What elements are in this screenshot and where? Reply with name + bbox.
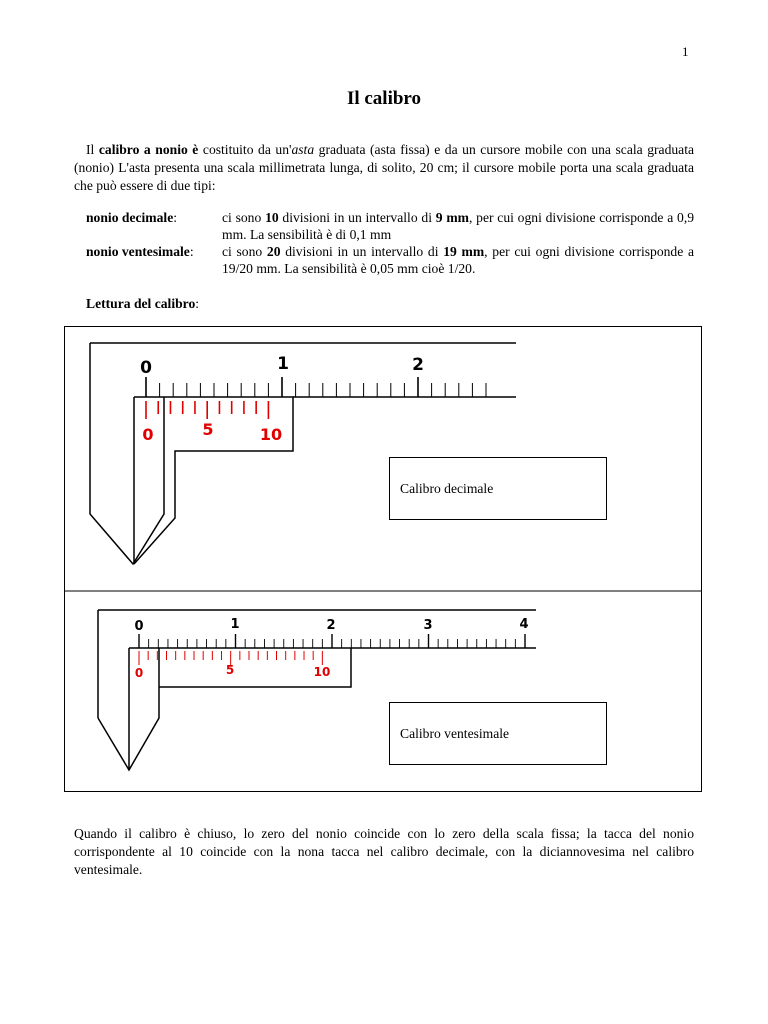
intro-italic-term: asta — [291, 142, 315, 157]
vent-main-label: 3 — [423, 618, 433, 633]
intro-paragraph: Il calibro a nonio è costituito da un'asta graduata (asta fissa) e da un cursore mobile con una scala graduata (nonio) L'asta presenta una scala millimetrata lunga, di solito, 20 cm; il cursore mobile porta una scala graduata che può essere di due tipi: — [74, 142, 695, 193]
decimal-nonio-label: 0 — [142, 425, 154, 444]
caption-ventesimale: Calibro ventesimale — [389, 702, 607, 765]
vent-main-label: 0 — [134, 619, 144, 634]
lettura-heading: Lettura del calibro: — [86, 296, 200, 311]
decimal-nonio-label: 10 — [259, 425, 283, 444]
page-number: 1 — [682, 44, 689, 59]
decimal-main-labels — [140, 354, 424, 378]
decimal-caliper — [90, 343, 516, 564]
closing-paragraph: Quando il calibro è chiuso, lo zero del nonio coincide con lo zero della scala fissa; la tacca del nonio corrispondente al 10 coincide con la nona tacca nel calibro decimale, con la diciannovesima nel calibro ventesimale. — [74, 826, 694, 877]
decimal-main-scale — [146, 377, 486, 397]
definition-description: ci sono 10 divisioni in un intervallo di 9 mm, per cui ogni divisione corrisponde a 0,9 mm. La sensibilità è di 0,1 mm — [222, 210, 695, 242]
decimal-nonio-label: 5 — [202, 420, 214, 439]
definition-term: nonio decimale — [86, 210, 174, 225]
vent-nonio-label: 5 — [225, 663, 235, 677]
ventesimal-main-labels — [134, 617, 528, 634]
decimal-main-label: 2 — [412, 355, 424, 375]
page-title: Il calibro — [346, 88, 422, 109]
vent-nonio-label: 10 — [313, 665, 331, 679]
vent-main-label: 1 — [230, 617, 240, 632]
vent-nonio-label: 0 — [134, 666, 144, 680]
caption-decimale: Calibro decimale — [389, 457, 607, 520]
caliper-diagrams — [64, 326, 702, 792]
definition-description: ci sono 20 divisioni in un intervallo di 19 mm, per cui ogni divisione corrisponde a 19/20 mm. La sensibilità è 0,05 mm cioè 1/20. — [222, 244, 694, 276]
decimal-main-label: 1 — [277, 354, 289, 374]
definition-term: nonio ventesimale — [86, 244, 190, 259]
intro-bold-term: calibro a nonio è — [98, 142, 199, 157]
vent-main-label: 4 — [519, 617, 529, 632]
decimal-main-label: 0 — [140, 358, 152, 378]
decimal-fixed-jaw — [90, 397, 164, 564]
vent-main-label: 2 — [326, 618, 336, 633]
ventesimal-main-scale — [139, 634, 525, 648]
ventesimal-nonio-labels — [135, 663, 331, 680]
